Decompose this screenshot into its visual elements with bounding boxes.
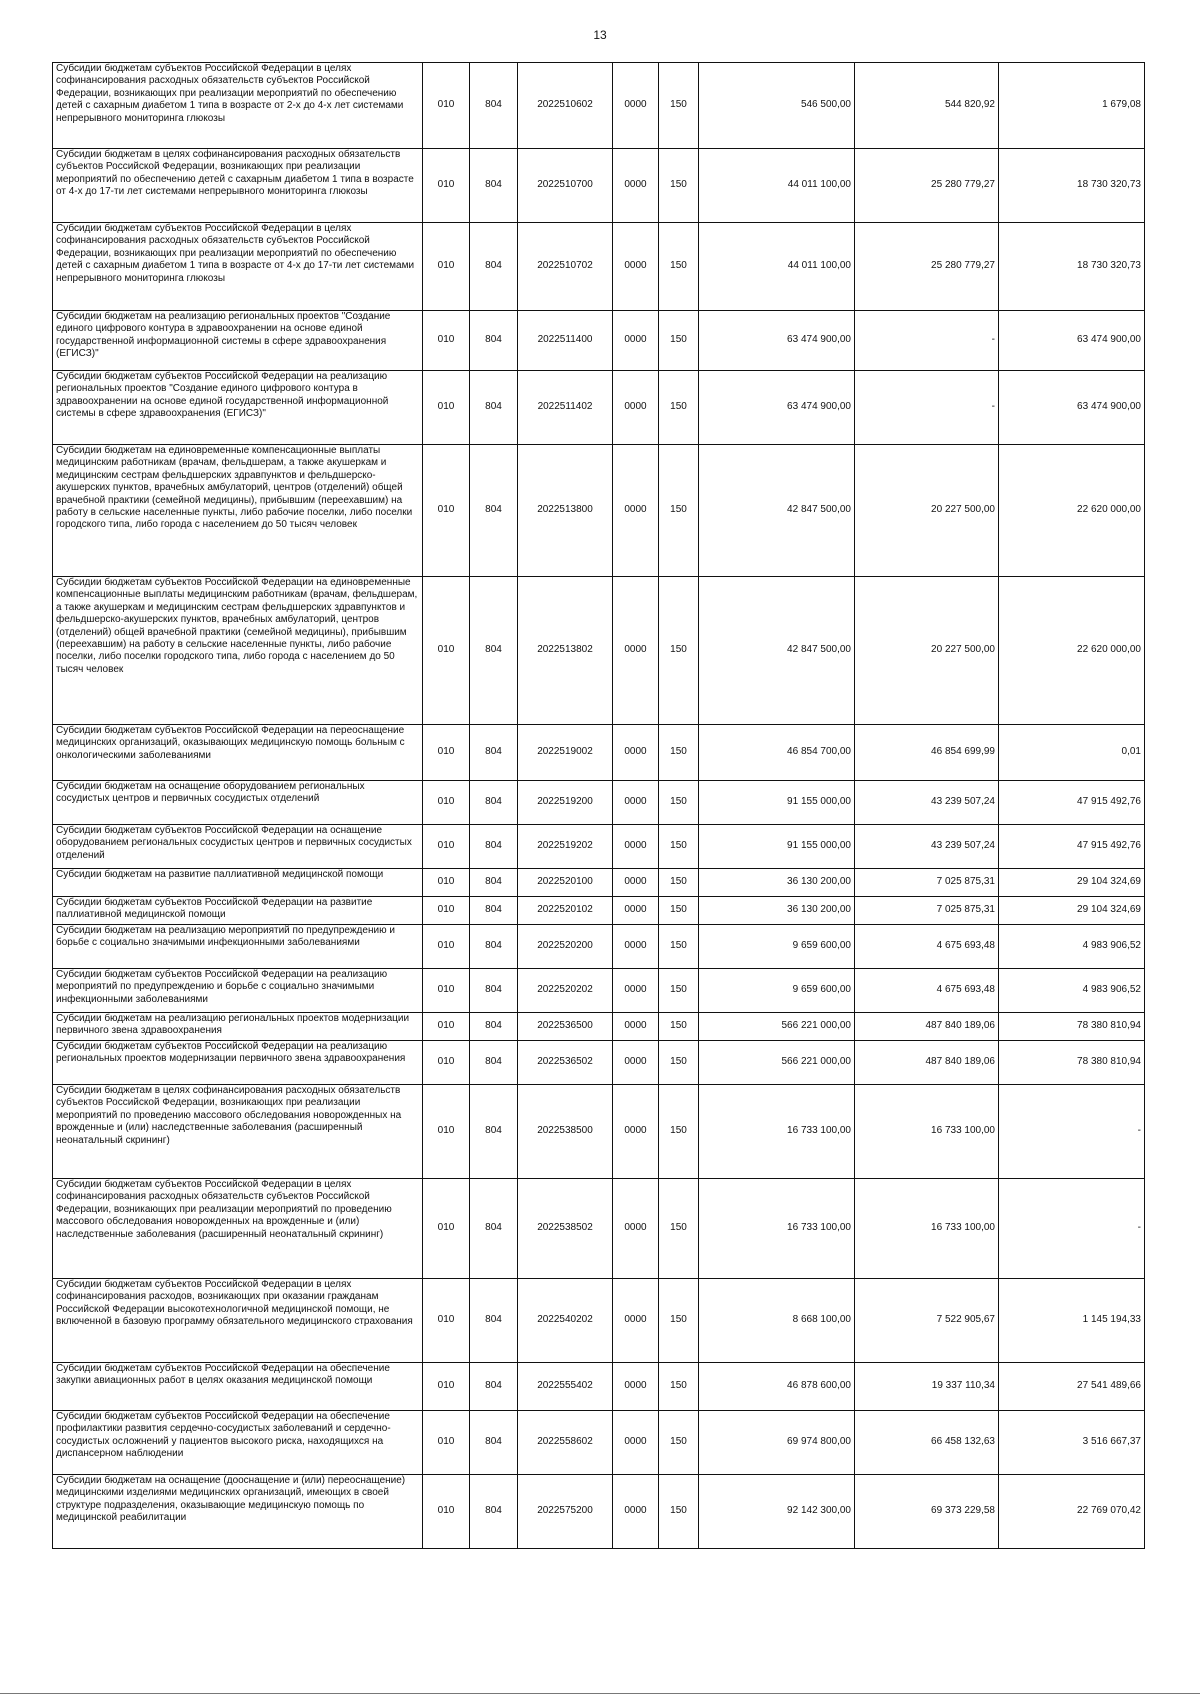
approved-amount: 9 659 600,00 bbox=[699, 925, 855, 969]
executed-amount: 4 675 693,48 bbox=[855, 925, 999, 969]
code-admin: 804 bbox=[470, 371, 518, 445]
row-description: Субсидии бюджетам субъектов Российской Федерации на переоснащение медицинских организаций, оказывающих медицинскую помощь больным с онкологическими заболеваниями bbox=[53, 725, 423, 781]
code-kosgu: 150 bbox=[659, 311, 699, 371]
code-chapter: 010 bbox=[423, 969, 470, 1013]
code-program: 0000 bbox=[613, 577, 659, 725]
table-row bbox=[53, 897, 1145, 925]
code-chapter: 010 bbox=[423, 781, 470, 825]
table-row bbox=[53, 577, 1145, 725]
approved-amount: 16 733 100,00 bbox=[699, 1085, 855, 1179]
approved-amount: 69 974 800,00 bbox=[699, 1411, 855, 1475]
code-admin: 804 bbox=[470, 781, 518, 825]
code-kosgu: 150 bbox=[659, 969, 699, 1013]
code-budget-classification: 2022538500 bbox=[518, 1085, 613, 1179]
code-program: 0000 bbox=[613, 1363, 659, 1411]
code-kosgu: 150 bbox=[659, 63, 699, 149]
code-kosgu: 150 bbox=[659, 577, 699, 725]
unexecuted-amount: 1 679,08 bbox=[999, 63, 1145, 149]
code-admin: 804 bbox=[470, 1085, 518, 1179]
approved-amount: 16 733 100,00 bbox=[699, 1179, 855, 1279]
table-row bbox=[53, 825, 1145, 869]
table-row bbox=[53, 1279, 1145, 1363]
approved-amount: 8 668 100,00 bbox=[699, 1279, 855, 1363]
code-chapter: 010 bbox=[423, 1041, 470, 1085]
code-admin: 804 bbox=[470, 577, 518, 725]
unexecuted-amount: 63 474 900,00 bbox=[999, 311, 1145, 371]
table-row bbox=[53, 781, 1145, 825]
code-program: 0000 bbox=[613, 445, 659, 577]
code-budget-classification: 2022510700 bbox=[518, 149, 613, 223]
code-program: 0000 bbox=[613, 371, 659, 445]
unexecuted-amount: 18 730 320,73 bbox=[999, 149, 1145, 223]
code-chapter: 010 bbox=[423, 1363, 470, 1411]
unexecuted-amount: 78 380 810,94 bbox=[999, 1041, 1145, 1085]
row-description: Субсидии бюджетам субъектов Российской Федерации на реализацию региональных проектов "Создание единого цифрового контура в здравоохранении на основе единой государственной информационной системы в сфере здравоохранения (ЕГИСЗ)" bbox=[53, 371, 423, 445]
row-description: Субсидии бюджетам субъектов Российской Федерации на развитие паллиативной медицинской помощи bbox=[53, 897, 423, 925]
code-budget-classification: 2022520202 bbox=[518, 969, 613, 1013]
row-description: Субсидии бюджетам на оснащение (дооснащение и (или) переоснащение) медицинскими изделиями медицинских организаций, имеющих в своей структуре подразделения, оказывающие медицинскую помощь по медицинской реабилитации bbox=[53, 1475, 423, 1549]
approved-amount: 546 500,00 bbox=[699, 63, 855, 149]
code-admin: 804 bbox=[470, 1279, 518, 1363]
row-description: Субсидии бюджетам субъектов Российской Федерации в целях софинансирования расходов, возникающих при оказании гражданам Российской Федерации высокотехнологичной медицинской помощи, не включенной в базовую программу обязательного медицинского страхования bbox=[53, 1279, 423, 1363]
executed-amount: 20 227 500,00 bbox=[855, 445, 999, 577]
unexecuted-amount: - bbox=[999, 1179, 1145, 1279]
executed-amount: 25 280 779,27 bbox=[855, 223, 999, 311]
code-kosgu: 150 bbox=[659, 869, 699, 897]
code-kosgu: 150 bbox=[659, 725, 699, 781]
unexecuted-amount: 4 983 906,52 bbox=[999, 969, 1145, 1013]
code-budget-classification: 2022510602 bbox=[518, 63, 613, 149]
table-row bbox=[53, 223, 1145, 311]
table-row bbox=[53, 925, 1145, 969]
code-kosgu: 150 bbox=[659, 223, 699, 311]
code-kosgu: 150 bbox=[659, 825, 699, 869]
code-chapter: 010 bbox=[423, 825, 470, 869]
code-chapter: 010 bbox=[423, 1475, 470, 1549]
code-kosgu: 150 bbox=[659, 925, 699, 969]
row-description: Субсидии бюджетам на реализацию мероприятий по предупреждению и борьбе с социально значимыми инфекционными заболеваниями bbox=[53, 925, 423, 969]
table-row bbox=[53, 1363, 1145, 1411]
executed-amount: 19 337 110,34 bbox=[855, 1363, 999, 1411]
approved-amount: 46 854 700,00 bbox=[699, 725, 855, 781]
executed-amount: 66 458 132,63 bbox=[855, 1411, 999, 1475]
code-kosgu: 150 bbox=[659, 1475, 699, 1549]
code-kosgu: 150 bbox=[659, 897, 699, 925]
unexecuted-amount: 29 104 324,69 bbox=[999, 869, 1145, 897]
code-chapter: 010 bbox=[423, 1085, 470, 1179]
approved-amount: 91 155 000,00 bbox=[699, 781, 855, 825]
code-program: 0000 bbox=[613, 925, 659, 969]
table-row bbox=[53, 63, 1145, 149]
code-program: 0000 bbox=[613, 725, 659, 781]
scan-bottom-edge bbox=[0, 1693, 1200, 1694]
row-description: Субсидии бюджетам субъектов Российской Федерации на обеспечение закупки авиационных работ в целях оказания медицинской помощи bbox=[53, 1363, 423, 1411]
row-description: Субсидии бюджетам на оснащение оборудованием региональных сосудистых центров и первичных сосудистых отделений bbox=[53, 781, 423, 825]
code-admin: 804 bbox=[470, 149, 518, 223]
code-chapter: 010 bbox=[423, 1411, 470, 1475]
approved-amount: 42 847 500,00 bbox=[699, 577, 855, 725]
code-budget-classification: 2022511400 bbox=[518, 311, 613, 371]
executed-amount: 69 373 229,58 bbox=[855, 1475, 999, 1549]
code-kosgu: 150 bbox=[659, 371, 699, 445]
approved-amount: 63 474 900,00 bbox=[699, 371, 855, 445]
row-description: Субсидии бюджетам субъектов Российской Федерации в целях софинансирования расходных обязательств субъектов Российской Федерации, возникающих при реализации мероприятий по проведению массового обследования новорожденных на врожденные и (или) наследственные заболевания (расширенный неонатальный скрининг) bbox=[53, 1179, 423, 1279]
code-program: 0000 bbox=[613, 869, 659, 897]
unexecuted-amount: 22 620 000,00 bbox=[999, 577, 1145, 725]
code-admin: 804 bbox=[470, 1475, 518, 1549]
code-budget-classification: 2022555402 bbox=[518, 1363, 613, 1411]
code-admin: 804 bbox=[470, 725, 518, 781]
code-admin: 804 bbox=[470, 1179, 518, 1279]
approved-amount: 36 130 200,00 bbox=[699, 897, 855, 925]
code-budget-classification: 2022520100 bbox=[518, 869, 613, 897]
code-admin: 804 bbox=[470, 1411, 518, 1475]
row-description: Субсидии бюджетам субъектов Российской Федерации на реализацию региональных проектов модернизации первичного звена здравоохранения bbox=[53, 1041, 423, 1085]
code-program: 0000 bbox=[613, 1041, 659, 1085]
table-row bbox=[53, 1179, 1145, 1279]
unexecuted-amount: 22 769 070,42 bbox=[999, 1475, 1145, 1549]
approved-amount: 44 011 100,00 bbox=[699, 149, 855, 223]
executed-amount: 43 239 507,24 bbox=[855, 781, 999, 825]
code-program: 0000 bbox=[613, 1085, 659, 1179]
approved-amount: 566 221 000,00 bbox=[699, 1013, 855, 1041]
code-program: 0000 bbox=[613, 969, 659, 1013]
code-admin: 804 bbox=[470, 311, 518, 371]
code-chapter: 010 bbox=[423, 869, 470, 897]
code-admin: 804 bbox=[470, 897, 518, 925]
executed-amount: 4 675 693,48 bbox=[855, 969, 999, 1013]
executed-amount: 7 025 875,31 bbox=[855, 869, 999, 897]
unexecuted-amount: 22 620 000,00 bbox=[999, 445, 1145, 577]
code-program: 0000 bbox=[613, 897, 659, 925]
table-row bbox=[53, 311, 1145, 371]
code-program: 0000 bbox=[613, 149, 659, 223]
code-program: 0000 bbox=[613, 1475, 659, 1549]
executed-amount: 16 733 100,00 bbox=[855, 1179, 999, 1279]
row-description: Субсидии бюджетам субъектов Российской Федерации на реализацию мероприятий по предупреждению и борьбе с социально значимыми инфекционными заболеваниями bbox=[53, 969, 423, 1013]
unexecuted-amount: 0,01 bbox=[999, 725, 1145, 781]
code-budget-classification: 2022513802 bbox=[518, 577, 613, 725]
table-row bbox=[53, 725, 1145, 781]
code-admin: 804 bbox=[470, 223, 518, 311]
row-description: Субсидии бюджетам на реализацию региональных проектов "Создание единого цифрового контура в здравоохранении на основе единой государственной информационной системы в сфере здравоохранения (ЕГИСЗ)" bbox=[53, 311, 423, 371]
unexecuted-amount: 78 380 810,94 bbox=[999, 1013, 1145, 1041]
approved-amount: 36 130 200,00 bbox=[699, 869, 855, 897]
executed-amount: 487 840 189,06 bbox=[855, 1013, 999, 1041]
code-kosgu: 150 bbox=[659, 1411, 699, 1475]
code-chapter: 010 bbox=[423, 311, 470, 371]
table-row bbox=[53, 149, 1145, 223]
code-program: 0000 bbox=[613, 1013, 659, 1041]
table-row bbox=[53, 1013, 1145, 1041]
table-row bbox=[53, 371, 1145, 445]
code-kosgu: 150 bbox=[659, 1085, 699, 1179]
code-program: 0000 bbox=[613, 1179, 659, 1279]
table-row bbox=[53, 1475, 1145, 1549]
executed-amount: 487 840 189,06 bbox=[855, 1041, 999, 1085]
code-kosgu: 150 bbox=[659, 1041, 699, 1085]
code-program: 0000 bbox=[613, 1279, 659, 1363]
code-budget-classification: 2022519002 bbox=[518, 725, 613, 781]
unexecuted-amount: 1 145 194,33 bbox=[999, 1279, 1145, 1363]
code-program: 0000 bbox=[613, 781, 659, 825]
row-description: Субсидии бюджетам субъектов Российской Федерации на единовременные компенсационные выплаты медицинским работникам (врачам, фельдшерам, а также акушеркам и медицинским сестрам фельдшерских здравпунктов и фельдшерско-акушерских пунктов, врачебных амбулаторий, центров (отделений) общей врачебной практики (семейной медицины), прибывшим (переехавшим) на работу в сельские населенные пункты, либо рабочие поселки, либо поселки городского типа, либо города с населением до 50 тысяч человек bbox=[53, 577, 423, 725]
code-kosgu: 150 bbox=[659, 445, 699, 577]
code-kosgu: 150 bbox=[659, 1279, 699, 1363]
table-row bbox=[53, 445, 1145, 577]
code-budget-classification: 2022558602 bbox=[518, 1411, 613, 1475]
code-kosgu: 150 bbox=[659, 1363, 699, 1411]
unexecuted-amount: 47 915 492,76 bbox=[999, 825, 1145, 869]
unexecuted-amount: 4 983 906,52 bbox=[999, 925, 1145, 969]
table-row bbox=[53, 869, 1145, 897]
code-program: 0000 bbox=[613, 311, 659, 371]
approved-amount: 92 142 300,00 bbox=[699, 1475, 855, 1549]
code-budget-classification: 2022536502 bbox=[518, 1041, 613, 1085]
row-description: Субсидии бюджетам на реализацию региональных проектов модернизации первичного звена здравоохранения bbox=[53, 1013, 423, 1041]
code-admin: 804 bbox=[470, 1013, 518, 1041]
table-row bbox=[53, 1041, 1145, 1085]
code-budget-classification: 2022510702 bbox=[518, 223, 613, 311]
code-program: 0000 bbox=[613, 825, 659, 869]
row-description: Субсидии бюджетам на развитие паллиативной медицинской помощи bbox=[53, 869, 423, 897]
code-chapter: 010 bbox=[423, 223, 470, 311]
code-chapter: 010 bbox=[423, 371, 470, 445]
code-admin: 804 bbox=[470, 925, 518, 969]
unexecuted-amount: 27 541 489,66 bbox=[999, 1363, 1145, 1411]
code-chapter: 010 bbox=[423, 725, 470, 781]
code-program: 0000 bbox=[613, 63, 659, 149]
code-chapter: 010 bbox=[423, 63, 470, 149]
code-budget-classification: 2022538502 bbox=[518, 1179, 613, 1279]
row-description: Субсидии бюджетам субъектов Российской Федерации в целях софинансирования расходных обязательств субъектов Российской Федерации, возникающих при реализации мероприятий по обеспечению детей с сахарным диабетом 1 типа в возрасте от 4-х до 17-ти лет системами непрерывного мониторинга глюкозы bbox=[53, 223, 423, 311]
code-admin: 804 bbox=[470, 825, 518, 869]
code-program: 0000 bbox=[613, 223, 659, 311]
unexecuted-amount: - bbox=[999, 1085, 1145, 1179]
code-budget-classification: 2022520102 bbox=[518, 897, 613, 925]
table-row bbox=[53, 1085, 1145, 1179]
row-description: Субсидии бюджетам субъектов Российской Федерации в целях софинансирования расходных обязательств субъектов Российской Федерации, возникающих при реализации мероприятий по обеспечению детей с сахарным диабетом 1 типа в возрасте от 2-х до 4-х лет системами непрерывного мониторинга глюкозы bbox=[53, 63, 423, 149]
code-budget-classification: 2022511402 bbox=[518, 371, 613, 445]
table-body bbox=[53, 63, 1145, 1549]
code-chapter: 010 bbox=[423, 1279, 470, 1363]
approved-amount: 566 221 000,00 bbox=[699, 1041, 855, 1085]
executed-amount: 544 820,92 bbox=[855, 63, 999, 149]
row-description: Субсидии бюджетам в целях софинансирования расходных обязательств субъектов Российской Федерации, возникающих при реализации мероприятий по проведению массового обследования новорожденных на врожденные и (или) наследственные заболевания (расширенный неонатальный скрининг) bbox=[53, 1085, 423, 1179]
code-chapter: 010 bbox=[423, 577, 470, 725]
code-kosgu: 150 bbox=[659, 149, 699, 223]
code-admin: 804 bbox=[470, 869, 518, 897]
row-description: Субсидии бюджетам субъектов Российской Федерации на обеспечение профилактики развития сердечно-сосудистых заболеваний и сердечно-сосудистых осложнений у пациентов высокого риска, находящихся на диспансерном наблюдении bbox=[53, 1411, 423, 1475]
approved-amount: 42 847 500,00 bbox=[699, 445, 855, 577]
code-chapter: 010 bbox=[423, 925, 470, 969]
code-chapter: 010 bbox=[423, 897, 470, 925]
code-budget-classification: 2022540202 bbox=[518, 1279, 613, 1363]
page-number: 13 bbox=[593, 28, 607, 42]
approved-amount: 46 878 600,00 bbox=[699, 1363, 855, 1411]
code-chapter: 010 bbox=[423, 1013, 470, 1041]
code-kosgu: 150 bbox=[659, 1179, 699, 1279]
code-admin: 804 bbox=[470, 1041, 518, 1085]
approved-amount: 63 474 900,00 bbox=[699, 311, 855, 371]
code-admin: 804 bbox=[470, 1363, 518, 1411]
code-admin: 804 bbox=[470, 969, 518, 1013]
approved-amount: 9 659 600,00 bbox=[699, 969, 855, 1013]
code-budget-classification: 2022513800 bbox=[518, 445, 613, 577]
executed-amount: 46 854 699,99 bbox=[855, 725, 999, 781]
table-row bbox=[53, 969, 1145, 1013]
executed-amount: 25 280 779,27 bbox=[855, 149, 999, 223]
code-budget-classification: 2022519202 bbox=[518, 825, 613, 869]
code-chapter: 010 bbox=[423, 445, 470, 577]
row-description: Субсидии бюджетам на единовременные компенсационные выплаты медицинским работникам (врачам, фельдшерам, а также акушеркам и медицинским сестрам фельдшерских здравпунктов и фельдшерско-акушерских пунктов, врачебных амбулаторий, центров (отделений) общей врачебной практики (семейной медицины), прибывшим (переехавшим) на работу в сельские населенные пункты, либо рабочие поселки, либо поселки городского типа, либо города с населением до 50 тысяч человек bbox=[53, 445, 423, 577]
executed-amount: 7 522 905,67 bbox=[855, 1279, 999, 1363]
executed-amount: 20 227 500,00 bbox=[855, 577, 999, 725]
code-kosgu: 150 bbox=[659, 1013, 699, 1041]
code-program: 0000 bbox=[613, 1411, 659, 1475]
unexecuted-amount: 3 516 667,37 bbox=[999, 1411, 1145, 1475]
code-budget-classification: 2022536500 bbox=[518, 1013, 613, 1041]
unexecuted-amount: 18 730 320,73 bbox=[999, 223, 1145, 311]
executed-amount: 43 239 507,24 bbox=[855, 825, 999, 869]
code-budget-classification: 2022519200 bbox=[518, 781, 613, 825]
approved-amount: 91 155 000,00 bbox=[699, 825, 855, 869]
code-chapter: 010 bbox=[423, 1179, 470, 1279]
unexecuted-amount: 29 104 324,69 bbox=[999, 897, 1145, 925]
code-kosgu: 150 bbox=[659, 781, 699, 825]
executed-amount: 16 733 100,00 bbox=[855, 1085, 999, 1179]
code-budget-classification: 2022520200 bbox=[518, 925, 613, 969]
executed-amount: - bbox=[855, 311, 999, 371]
row-description: Субсидии бюджетам субъектов Российской Федерации на оснащение оборудованием региональных сосудистых центров и первичных сосудистых отделений bbox=[53, 825, 423, 869]
code-chapter: 010 bbox=[423, 149, 470, 223]
executed-amount: 7 025 875,31 bbox=[855, 897, 999, 925]
unexecuted-amount: 47 915 492,76 bbox=[999, 781, 1145, 825]
budget-table bbox=[52, 62, 1145, 1549]
code-budget-classification: 2022575200 bbox=[518, 1475, 613, 1549]
approved-amount: 44 011 100,00 bbox=[699, 223, 855, 311]
executed-amount: - bbox=[855, 371, 999, 445]
code-admin: 804 bbox=[470, 63, 518, 149]
table-row bbox=[53, 1411, 1145, 1475]
row-description: Субсидии бюджетам в целях софинансирования расходных обязательств субъектов Российской Федерации, возникающих при реализации мероприятий по обеспечению детей с сахарным диабетом 1 типа в возрасте от 4-х до 17-ти лет системами непрерывного мониторинга глюкозы bbox=[53, 149, 423, 223]
unexecuted-amount: 63 474 900,00 bbox=[999, 371, 1145, 445]
code-admin: 804 bbox=[470, 445, 518, 577]
